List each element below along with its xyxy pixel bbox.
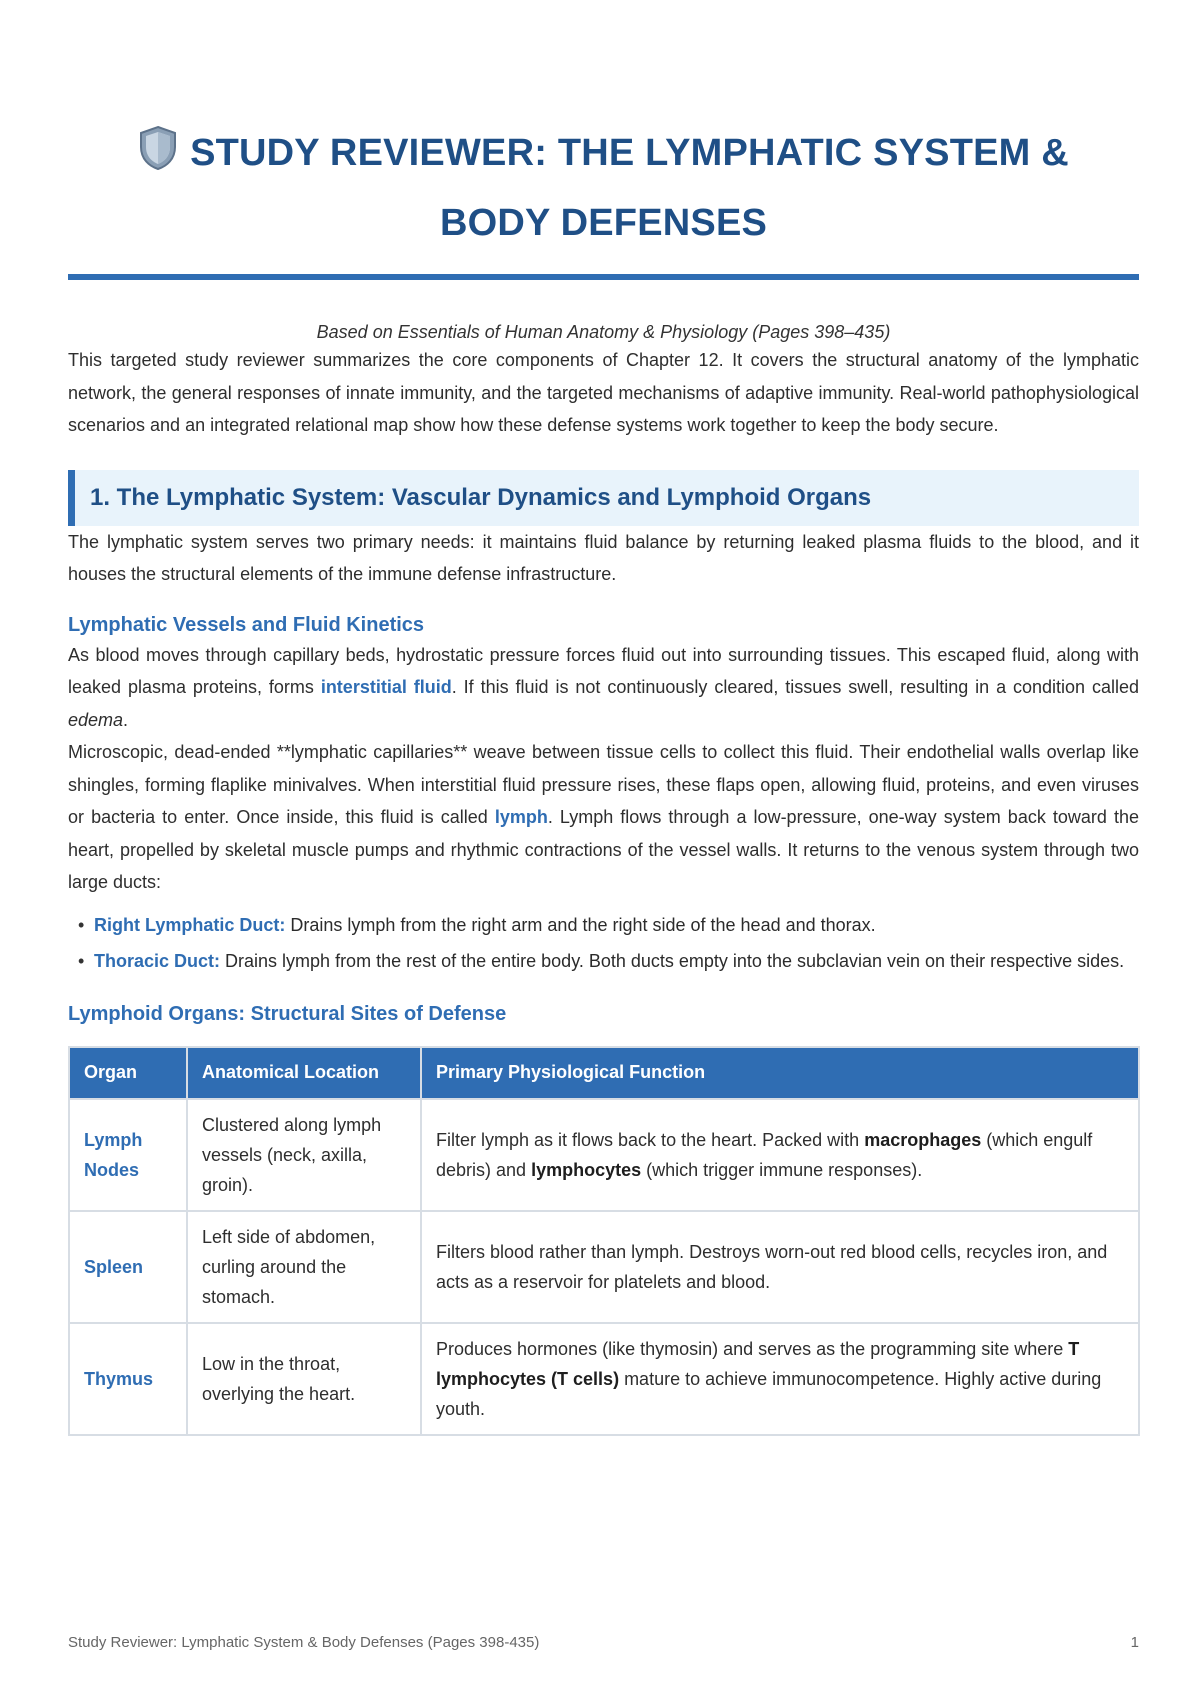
keyword-lymph: lymph — [494, 807, 548, 827]
footer-text: Study Reviewer: Lymphatic System & Body Defenses (Pages 398-435) — [68, 1634, 540, 1651]
organ-cell: Thymus — [69, 1323, 187, 1435]
column-header: Primary Physiological Function — [421, 1047, 1139, 1099]
function-cell: Filter lymph as it flows back to the heart. Packed with macrophages (which engulf debris) and lymphocytes (which trigger immune responses). — [421, 1099, 1139, 1211]
organs-subheading: Lymphoid Organs: Structural Sites of Defense — [68, 1002, 507, 1025]
location-cell: Low in the throat, overlying the heart. — [187, 1323, 421, 1435]
lymphoid-organs-table — [68, 1046, 1140, 1436]
function-cell: Filters blood rather than lymph. Destroys worn-out red blood cells, recycles iron, and acts as a reservoir for platelets and blood. — [421, 1211, 1139, 1323]
column-header: Anatomical Location — [187, 1047, 421, 1099]
table-row — [69, 1323, 1139, 1435]
shield-icon — [138, 125, 178, 171]
function-cell: Produces hormones (like thymosin) and serves as the programming site where T lymphocytes (T cells) mature to achieve immunocompetence. Highly active during youth. — [421, 1323, 1139, 1435]
section-1-paragraph: The lymphatic system serves two primary needs: it maintains fluid balance by returning leaked plasma fluids to the blood, and it houses the structural elements of the immune defense infrastructure. — [68, 531, 1139, 584]
location-cell: Clustered along lymph vessels (neck, axilla, groin). — [187, 1099, 421, 1211]
table-header-row — [69, 1047, 1139, 1099]
table-row — [69, 1099, 1139, 1211]
keyword-interstitial-fluid: interstitial fluid — [320, 677, 452, 697]
table-row — [69, 1211, 1139, 1323]
list-item: • Right Lymphatic Duct: Drains lymph from the right arm and the right side of the head and thorax. — [68, 909, 1139, 942]
organ-cell: Lymph Nodes — [69, 1099, 187, 1211]
page-footer — [68, 1634, 1139, 1651]
title-divider — [68, 274, 1139, 280]
vessels-subheading: Lymphatic Vessels and Fluid Kinetics — [68, 613, 425, 636]
source-subtitle: Based on Essentials of Human Anatomy & Physiology (Pages 398–435) — [316, 322, 891, 342]
list-item: • Thoracic Duct: Drains lymph from the rest of the entire body. Both ducts empty into the subclavian vein on their respective sides. — [68, 945, 1139, 978]
column-header: Organ — [69, 1047, 187, 1099]
page-title — [68, 118, 1139, 258]
organ-cell: Spleen — [69, 1211, 187, 1323]
ducts-list — [68, 909, 1139, 978]
intro-paragraph: This targeted study reviewer summarizes the core components of Chapter 12. It covers the structural anatomy of the lymphatic network, the general responses of innate immunity, and the targeted mechanisms of adaptive immunity. Real-world pathophysiological scenarios and an integrated relational map show how these defense systems work together to keep the body secure. — [68, 350, 1139, 435]
capillaries-paragraph: Microscopic, dead-ended **lymphatic capillaries** weave between tissue cells to collect this fluid. Their endothelial walls overlap like shingles, forming flaplike minivalves. When interstitial fluid pressure rises, these flaps open, allowing fluid, proteins, and even viruses or bacteria to enter. Once inside, this fluid is called lymph. Lymph flows through a low-pressure, one-way system back toward the heart, propelled by skeletal muscle pumps and rhythmic contractions of the vessel walls. It returns to the venous system through two large ducts: — [68, 742, 1139, 892]
section-1-heading: 1. The Lymphatic System: Vascular Dynamics and Lymphoid Organs — [68, 470, 1139, 526]
page-number: 1 — [1130, 1634, 1139, 1651]
term-edema: edema — [68, 709, 124, 730]
location-cell: Left side of abdomen, curling around the stomach. — [187, 1211, 421, 1323]
title-line-2: BODY DEFENSES — [439, 202, 768, 244]
fluid-paragraph: As blood moves through capillary beds, hydrostatic pressure forces fluid out into surrounding tissues. This escaped fluid, along with leaked plasma proteins, forms interstitial fluid. If this fluid is not continuously cleared, tissues swell, resulting in a condition called edema. — [68, 644, 1140, 730]
document-page — [68, 0, 1139, 1436]
title-line-1: STUDY REVIEWER: THE LYMPHATIC SYSTEM & — [190, 132, 1069, 174]
